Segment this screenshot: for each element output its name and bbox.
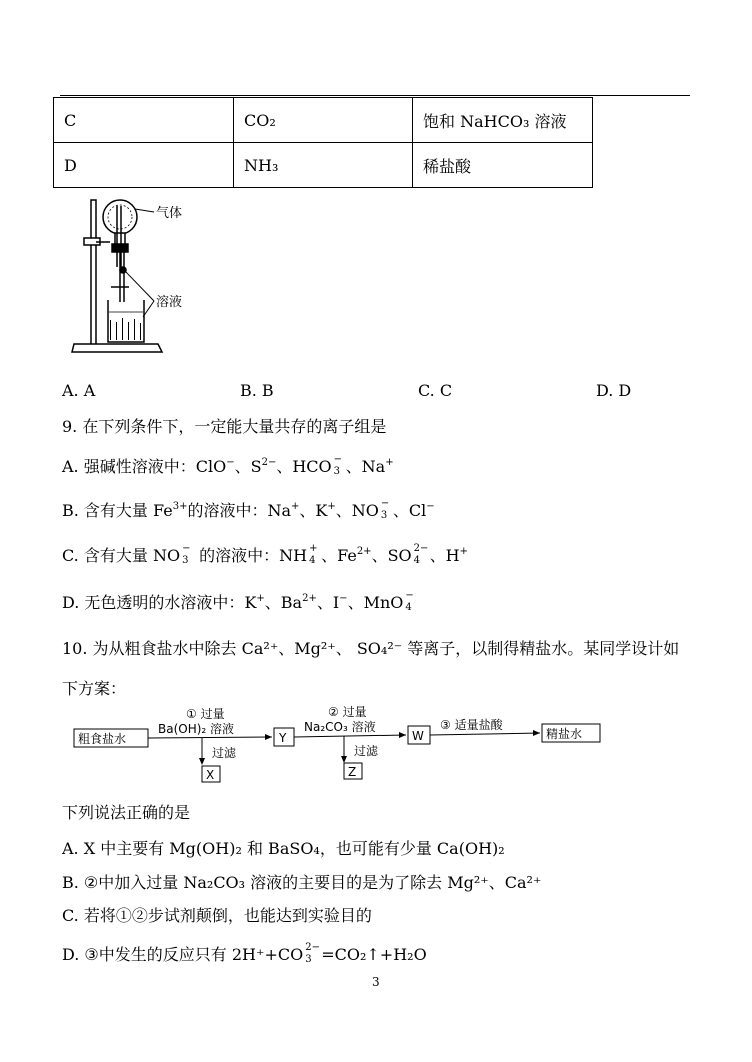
flow-step2-reagent: Na₂CO₃ 溶液 bbox=[304, 720, 376, 734]
table-row bbox=[54, 143, 593, 188]
flow-filter1-label: 过滤 bbox=[212, 746, 237, 760]
q9-b-prefix: B. 含有大量 Fe bbox=[62, 501, 173, 520]
q9-a-prefix: A. 强碱性溶液中： bbox=[62, 457, 196, 476]
solution-cell: 饱和 NaHCO₃ 溶液 bbox=[413, 98, 593, 143]
q10-option-d: D. ③中发生的反应只有 2H⁺+CO 2− 3 =CO₂↑+H₂O bbox=[62, 942, 427, 965]
options-table bbox=[53, 97, 593, 188]
solution-label: 溶液 bbox=[156, 295, 183, 310]
q9-stem: 9. 在下列条件下，一定能大量共存的离子组是 bbox=[62, 417, 387, 436]
page-number: 3 bbox=[372, 975, 380, 989]
q8-choice-b: B. B bbox=[240, 381, 274, 400]
q9-option-c: C. 含有大量 NO − 3 的溶液中：NH + 4 、$Fe^{2+}$、SO 2− 4 、H+ bbox=[62, 543, 469, 566]
flow-w-label: W bbox=[412, 729, 424, 743]
top-rule bbox=[60, 95, 690, 96]
q10-option-b: B. ②中加入过量 Na₂CO₃ 溶液的主要目的是为了除去 Mg²⁺、Ca²⁺ bbox=[62, 873, 542, 892]
gas-label: 气体 bbox=[156, 206, 183, 221]
flow-start-label: 粗食盐水 bbox=[78, 732, 127, 746]
fountain-apparatus-figure bbox=[66, 192, 206, 362]
gas-cell: CO₂ bbox=[234, 98, 413, 143]
q9-option-d: D. 无色透明的水溶液中：K+、$Ba^{2+}$、I−、MnO − 4 bbox=[62, 590, 414, 613]
flow-end-label: 精盐水 bbox=[546, 727, 583, 741]
q10-stem-line2: 下方案： bbox=[62, 679, 127, 698]
option-cell: D bbox=[54, 143, 234, 188]
q9-c-prefix: C. 含有大量 bbox=[62, 546, 153, 565]
solution-cell: 稀盐酸 bbox=[413, 143, 593, 188]
q10-option-c: C. 若将①②步试剂颠倒，也能达到实验目的 bbox=[62, 906, 372, 925]
q10-option-a: A. X 中主要有 Mg(OH)₂ 和 BaSO₄，也可能有少量 Ca(OH)₂ bbox=[62, 839, 505, 858]
gas-cell: NH₃ bbox=[234, 143, 413, 188]
q8-choice-c: C. C bbox=[418, 381, 453, 400]
q9-option-a: A. 强碱性溶液中：ClO−、$S^{2-}$、HCO − 3 、Na+ bbox=[62, 454, 394, 477]
q8-choice-a: A. A bbox=[62, 381, 96, 400]
q10-stem-line1: 10. 为从粗食盐水中除去 Ca²⁺、Mg²⁺、 SO₄²⁻ 等离子，以制得精盐水。某同学设计如 bbox=[62, 639, 680, 658]
flow-y-label: Y bbox=[279, 731, 287, 745]
table-row bbox=[54, 98, 593, 143]
q9-c-mid: 的溶液中： bbox=[194, 546, 280, 565]
q8-choice-d: D. D bbox=[596, 381, 632, 400]
q9-b-mid: 的溶液中： bbox=[187, 501, 268, 520]
flow-z-label: Z bbox=[348, 765, 357, 779]
flow-step2-top: ② 过量 bbox=[328, 705, 367, 719]
q10-flow-diagram bbox=[72, 705, 612, 785]
q10-d-prefix: D. ③中发生的反应只有 2H⁺+ bbox=[62, 945, 278, 964]
flow-step1-reagent: Ba(OH)₂ 溶液 bbox=[158, 722, 235, 736]
flow-x-label: X bbox=[206, 768, 215, 782]
q9-option-b: B. 含有大量 $Fe^{3+}$的溶液中：Na+、K+、NO − 3 、Cl− bbox=[62, 498, 435, 521]
flow-step3-label: ③ 适量盐酸 bbox=[440, 718, 503, 732]
q10-d-suffix: =CO₂↑+H₂O bbox=[321, 945, 427, 964]
flow-step1-top: ① 过量 bbox=[186, 707, 225, 721]
option-cell: C bbox=[54, 98, 234, 143]
q10-prompt: 下列说法正确的是 bbox=[62, 803, 191, 822]
flow-filter2-label: 过滤 bbox=[354, 744, 379, 758]
q9-d-prefix: D. 无色透明的水溶液中： bbox=[62, 593, 245, 612]
